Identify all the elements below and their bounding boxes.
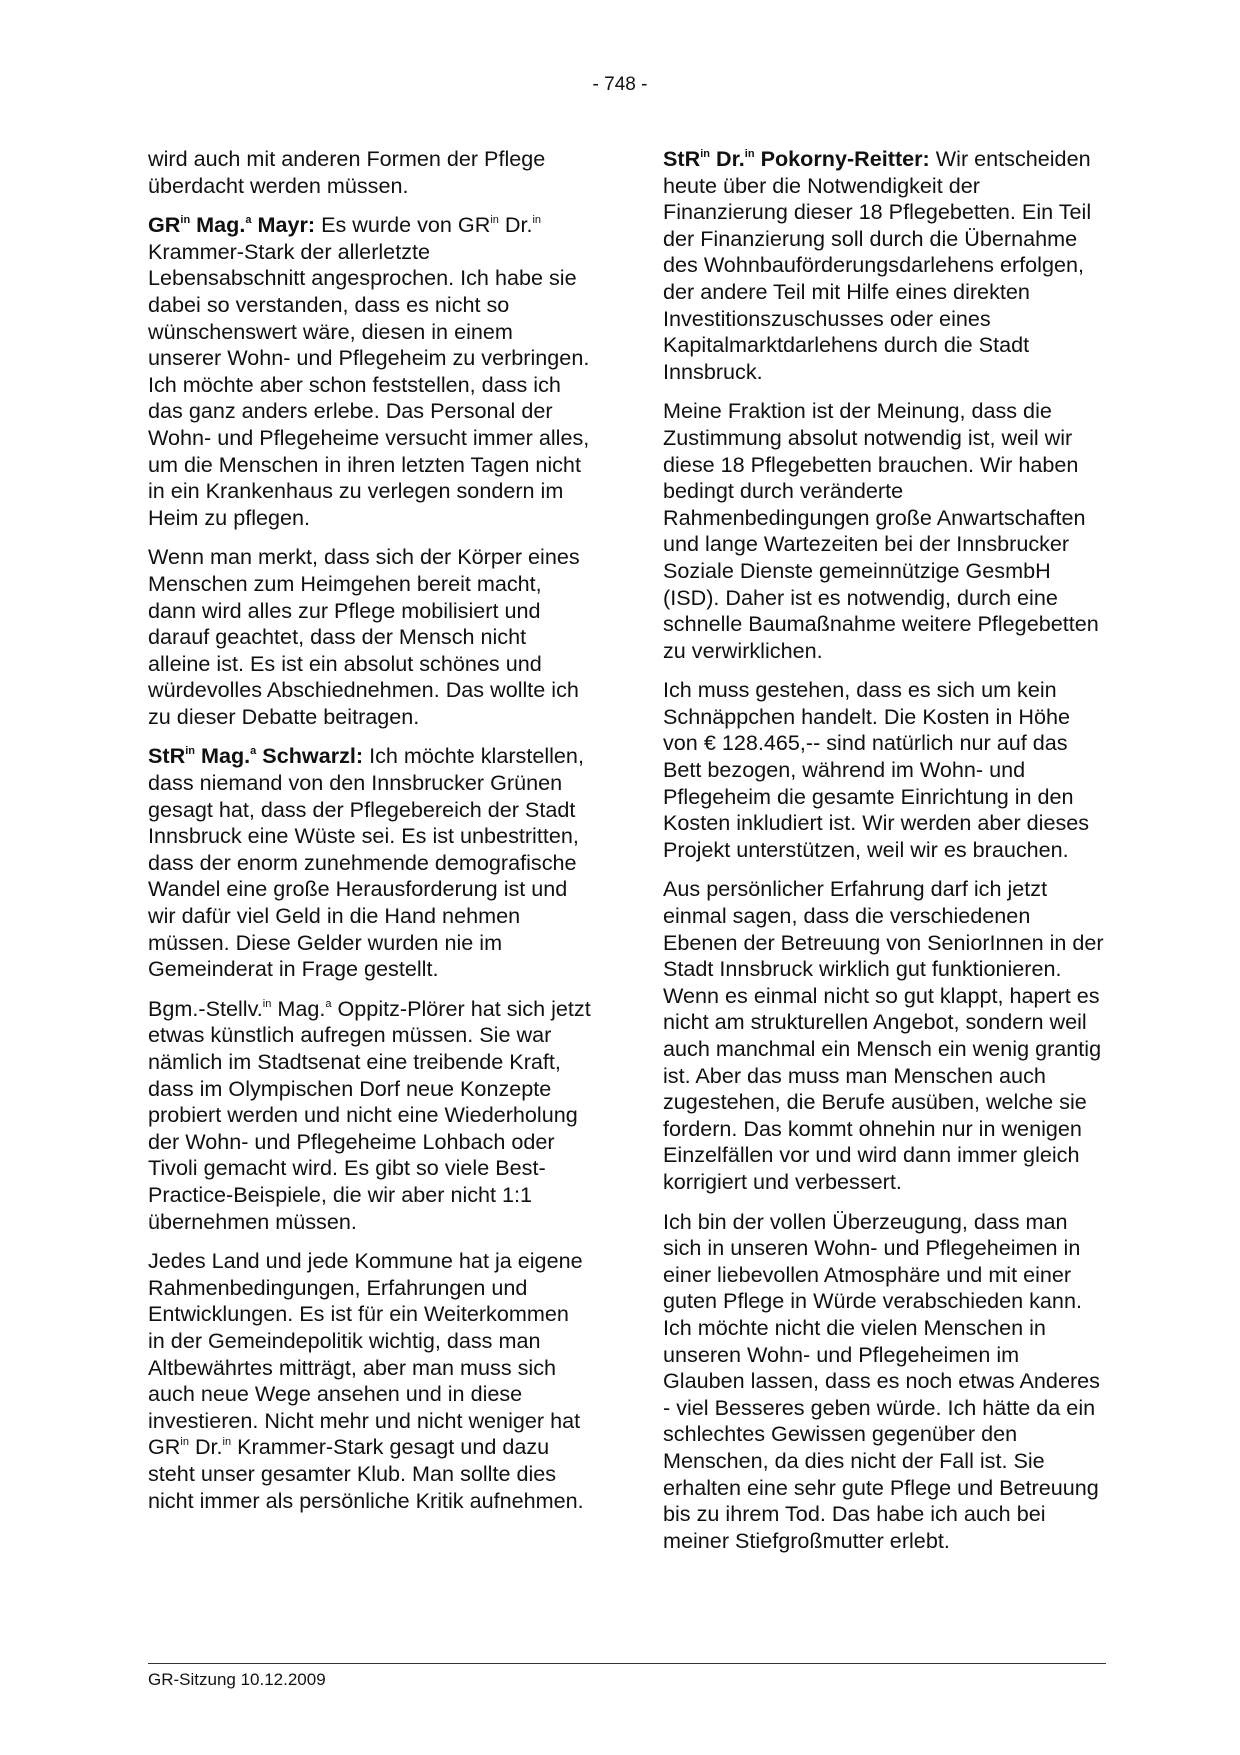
left-column [148, 146, 591, 1527]
speaker-name: StR$^{in}$ Mag.$^a$ Schwarzl: [148, 743, 364, 769]
footer-divider [148, 1663, 1106, 1664]
paragraph: StR$^{in}$ Mag.$^a$ Schwarzl: Ich möchte klarstellen, dass niemand von den Innsbrucker Grünen gesagt hat, dass der Pflegebereich der Stadt Innsbruck eine Wüste sei. Es ist unbestritten, dass der enorm zunehmende demografische Wandel eine große Herausforderung ist und wir dafür viel Geld in die Hand nehmen müssen. Diese Gelder wurden nie im Gemeinderat in Frage gestellt. [148, 743, 584, 982]
paragraph: Jedes Land und jede Kommune hat ja eigene Rahmenbedingungen, Erfahrungen und Entwicklungen. Es ist für ein Weiterkommen in der Gemeindepolitik wichtig, dass man Altbewährtes mitträgt, aber man muss sich auch neue Wege ansehen und in diese investieren. Nicht mehr und nicht weniger hat $GR^{in}$ Dr.$^{in}$ Krammer-Stark gesagt und dazu steht unser gesamter Klub. Man sollte dies nicht immer als persönliche Kritik aufnehmen. [148, 1248, 584, 1513]
paragraph: Ich bin der vollen Überzeugung, dass man sich in unseren Wohn- und Pflegeheimen in einer liebevollen Atmosphäre und mit einer guten Pflege in Würde verabschieden kann. Ich möchte nicht die vielen Menschen in unseren Wohn- und Pflegeheimen im Glauben lassen, dass es noch etwas Anderes - viel Besseres geben würde. Ich hätte da ein schlechtes Gewissen gegenüber den Menschen, da dies nicht der Fall ist. Sie erhalten eine sehr gute Pflege und Betreuung bis zu ihrem Tod. Das habe ich auch bei meiner Stiefgroßmutter erlebt. [663, 1208, 1100, 1553]
right-column [663, 146, 1106, 1567]
paragraph: Bgm.-Stellv.$^{in}$ Mag.$^a$ Oppitz-Plörer hat sich jetzt etwas künstlich aufregen müssen. Sie war nämlich im Stadtsenat eine treibende Kraft, dass im Olympischen Dorf neue Konzepte probiert werden und nicht eine Wiederholung der Wohn- und Pflegeheime Lohbach oder Tivoli gemacht wird. Es gibt so viele Best-Practice-Beispiele, die wir aber nicht 1:1 übernehmen müssen. [148, 995, 591, 1234]
paragraph: Meine Fraktion ist der Meinung, dass die Zustimmung absolut notwendig ist, weil wir diese 18 Pflegebetten brauchen. Wir haben bedingt durch veränderte Rahmenbedingungen große Anwartschaften und lange Wartezeiten bei der Innsbrucker Soziale Dienste gemeinnützige GesmbH (ISD). Daher ist es notwendig, durch eine schnelle Baumaßnahme weitere Pflegebetten zu verwirklichen. [663, 398, 1099, 663]
paragraph: StR$^{in}$ Dr.$^{in}$ Pokorny-Reitter: Wir entscheiden heute über die Notwendigkeit der Finanzierung dieser 18 Pflegebetten. Ein Teil der Finanzierung soll durch die Übernahme des Wohnbauförderungsdarlehens erfolgen, der andere Teil mit Hilfe eines direkten Investitionszuschusses oder eines Kapitalmarktdarlehens durch die Stadt Innsbruck. [663, 146, 1092, 384]
footer-label: GR-Sitzung 10.12.2009 [148, 1670, 326, 1689]
page-number: - 748 - [592, 74, 648, 95]
paragraph: $GR^{in}$ Mag.$^a$ Mayr: Es wurde von $GR^{in}$ Dr.$^{in}$ Krammer-Stark der allerletzte Lebensabschnitt angesprochen. Ich habe sie dabei so verstanden, dass es nicht so wünschenswert wäre, diesen in einem unserer Wohn- und Pflegeheim zu verbringen. Ich möchte aber schon feststellen, dass ich das ganz anders erlebe. Das Personal der Wohn- und Pflegeheime versucht immer alles, um die Menschen in ihren letzten Tagen nicht in ein Krankenhaus zu verlegen sondern im Heim zu pflegen. [148, 212, 590, 530]
speaker-name: StR$^{in}$ Dr.$^{in}$ Pokorny-Reitter: [663, 146, 930, 171]
paragraph: Ich muss gestehen, dass es sich um kein Schnäppchen handelt. Die Kosten in Höhe von € 128.465,-- sind natürlich nur auf das Bett bezogen, während im Wohn- und Pflegeheim die gesamte Einrichtung in den Kosten inkludiert ist. Wir werden aber dieses Projekt unterstützen, weil wir es brauchen. [663, 677, 1090, 862]
speaker-name: $GR^{in}$ Mag.$^a$ Mayr: [148, 212, 316, 238]
paragraph: Aus persönlicher Erfahrung darf ich jetzt einmal sagen, dass die verschiedenen Ebenen der Betreuung von SeniorInnen in der Stadt Innsbruck wirklich gut funktionieren. Wenn es einmal nicht so gut klappt, hapert es nicht am strukturellen Angebot, sondern weil auch manchmal ein Mensch ein wenig grantig ist. Aber das muss man Menschen auch zugestehen, die Berufe ausüben, welche sie fordern. Das kommt ohnehin nur in wenigen Einzelfällen vor und wird dann immer gleich korrigiert und verbessert. [663, 876, 1104, 1194]
paragraph: Wenn man merkt, dass sich der Körper eines Menschen zum Heimgehen bereit macht, dann wird alles zur Pflege mobilisiert und darauf geachtet, dass der Mensch nicht alleine ist. Es ist ein absolut schönes und würdevolles Abschiednehmen. Das wollte ich zu dieser Debatte beitragen. [148, 544, 580, 729]
paragraph: wird auch mit anderen Formen der Pflege überdacht werden müssen. [148, 146, 546, 198]
